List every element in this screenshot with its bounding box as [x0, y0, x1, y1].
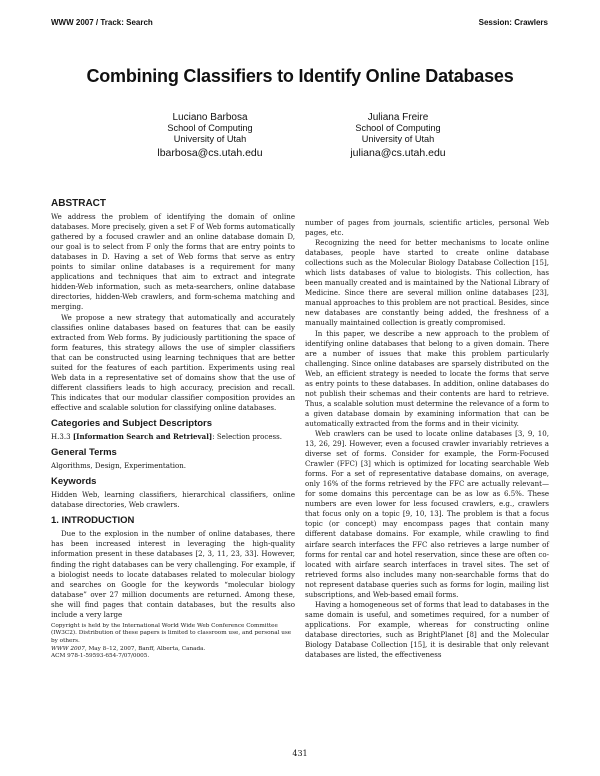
- running-header-session: Session: Crawlers: [478, 18, 548, 27]
- right-paragraph-4: Having a homogeneous set of forms that lead to databases in the same domain is useful, and sometimes required, for a number of applications. For example, whereas for constructing online database directories, such as BrightPlanet [8] and the Molecular Biology Database Collection [15], it is desirable that only relevant databases are listed, the effectiveness: [305, 599, 549, 660]
- category-rest: : Selection process.: [212, 432, 283, 442]
- page-number: 431: [292, 749, 308, 758]
- right-paragraph-2: In this paper, we describe a new approach to the problem of identifying online databases that belong to a given domain. There are a number of issues that make this problem particularly challenging. Since online databases are sparsely distributed on the Web, an efficient strategy is needed to locate the forms that serve as entry points to these databases. In addition, online databases do not publish their schemas and their contents are hard to retrieve. Thus, a scalable solution must determine the relevance of a form to a given database domain by examining information that can be automatically extracted from the forms and in their vicinity.: [305, 328, 549, 428]
- introduction-paragraph-1: Due to the explosion in the number of online databases, there has been increased interest in leveraging the high-quality information present in these databases [2, 3, 11, 23, 33]. However, finding the right databases can be very challenging. For example, if a biologist needs to locate databases related to molecular biology and searches on Google for the keywords “molecular biology database” over 27 million documents are returned. Among these, she will find pages that contain databases, but the results also include a very large: [51, 529, 295, 619]
- author-email[interactable]: lbarbosa@cs.utah.edu: [157, 147, 263, 159]
- abstract-paragraph-1: We address the problem of identifying the domain of online databases. More precisely, given a set F of Web forms automatically gathered by a focused crawler and an online database domain D, our goal is to select from F only the forms that are entry points to databases in D. Having a set of Web forms that serve as entry points to similar online databases is a requirement for many applications and techniques that aim to extract and integrate hidden-Web information, such as meta-searchers, online database directories, hidden-Web crawlers, and form-schema matching and merging.: [51, 212, 295, 312]
- footnote-acm: ACM 978-1-59593-654-7/07/0005.: [51, 653, 150, 660]
- category-code: H.3.3: [51, 432, 71, 442]
- general-terms-heading: General Terms: [51, 447, 117, 459]
- abstract-paragraph-2: We propose a new strategy that automatically and accurately classifies online databases based on features that can be easily extracted from Web forms. By judiciously partitioning the space of form features, this strategy allows the use of simpler classifiers that can be constructed using learning techniques that are better suited for the features of each partition. Experiments using real Web data in a representative set of domains show that the use of different classifiers leads to high accuracy, precision and recall. This indicates that our modular classifier composition provides an effective and scalable solution for classifying online databases.: [51, 312, 295, 412]
- footnote-venue-details: , May 8–12, 2007, Banff, Alberta, Canada.: [84, 645, 206, 652]
- categories-text: [51, 432, 295, 442]
- author-name: Luciano Barbosa: [172, 112, 248, 123]
- left-column: [51, 199, 295, 661]
- keywords-heading: Keywords: [51, 476, 97, 488]
- author-department: School of Computing: [167, 123, 253, 133]
- general-terms-text: Algorithms, Design, Experimentation.: [51, 461, 187, 471]
- right-paragraph-0: number of pages from journals, scientific articles, personal Web pages, etc.: [305, 218, 549, 238]
- author-block-2: [308, 112, 488, 159]
- author-university: University of Utah: [361, 134, 435, 144]
- author-email[interactable]: juliana@cs.utah.edu: [350, 147, 446, 159]
- paper-title: Combining Classifiers to Identify Online Databases: [86, 66, 514, 86]
- introduction-heading: 1. INTRODUCTION: [51, 515, 135, 527]
- running-header-track: WWW 2007 / Track: Search: [51, 18, 153, 27]
- keywords-text: Hidden Web, learning classifiers, hierarchical classifiers, online database directories, Web crawlers.: [51, 490, 295, 510]
- author-name: Juliana Freire: [367, 112, 429, 123]
- categories-heading: Categories and Subject Descriptors: [51, 417, 213, 429]
- right-paragraph-3: Web crawlers can be used to locate online databases [3, 9, 10, 13, 26, 29]. However, even a focused crawler invariably retrieves a diverse set of forms. Consider for example, the Form-Focused Crawler (FFC) [3] which is optimized for locating searchable Web forms. For a set of representative database domains, on average, only 16% of the forms retrieved by the FFC are actually relevant—for some domains this percentage can be as low as 6.5%. These numbers are even lower for less focused crawlers, e.g., crawlers that focus only on a topic [9, 10, 13]. The problem is that a focus topic (or concept) may encompass pages that contain many different database domains. For example, while crawling to find airfare search interfaces the FFC also retrieves a large number of forms for rental car and hotel reservation, since these are often co-located with airfare search interfaces in travel sites. The set of retrieved forms also includes many non-searchable forms that do not represent database queries such as forms for login, mailing list subscriptions, and Web-based email forms.: [305, 428, 549, 599]
- author-department: School of Computing: [355, 123, 441, 133]
- right-paragraph-1: Recognizing the need for better mechanisms to locate online databases, people have started to create online database collections such as the Molecular Biology Database Collection [15], which lists databases of value to biologists. This collection, has been manually created and is maintained by the National Library of Medicine. Since there are several million online databases [23], manual approaches to this problem are not practical. Besides, since new databases are constantly being added, the freshness of a manually maintained collection is greatly compromised.: [305, 238, 549, 328]
- right-column: [305, 218, 549, 660]
- author-university: University of Utah: [173, 134, 247, 144]
- author-block-1: [120, 112, 300, 159]
- category-bracket: [Information Search and Retrieval]: [72, 432, 213, 442]
- abstract-heading: ABSTRACT: [51, 198, 106, 209]
- copyright-footnote: [51, 623, 295, 661]
- footnote-venue-line: [51, 646, 295, 654]
- footnote-copyright: Copyright is held by the International World Wide Web Conference Committee (IW3C2). Distribution of these papers is limited to classroom use, and personal use by others.: [51, 622, 292, 644]
- footnote-venue: WWW 2007: [51, 645, 85, 652]
